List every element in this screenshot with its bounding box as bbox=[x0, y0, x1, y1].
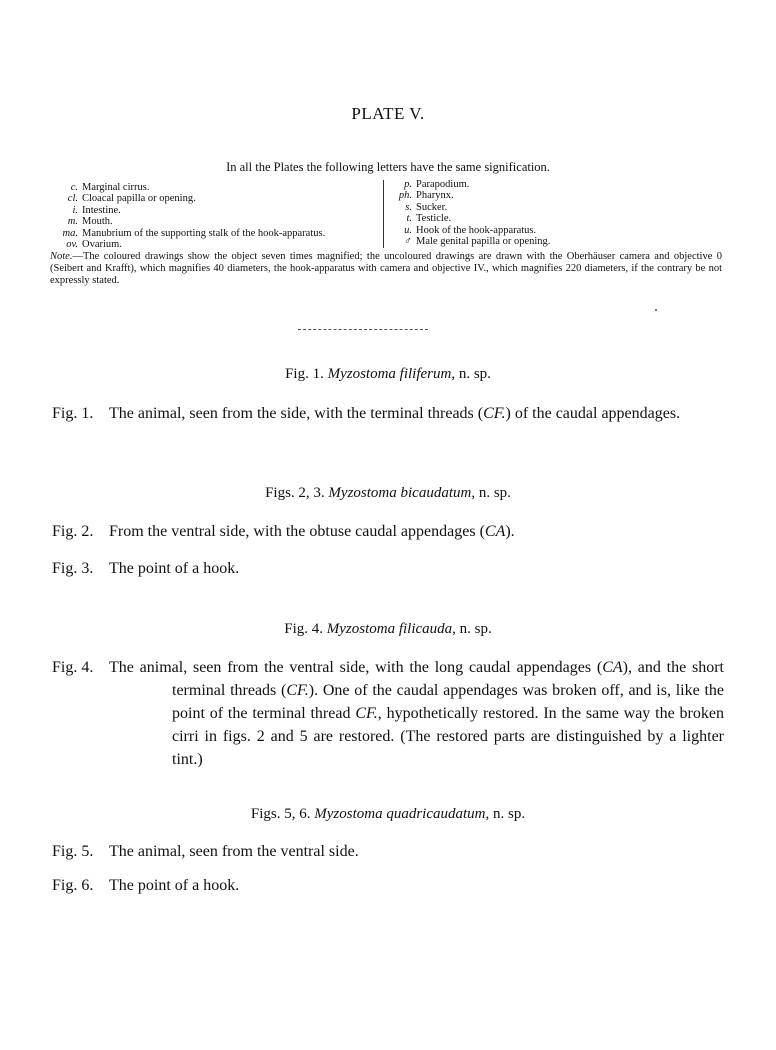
caption-text: From the ventral side, with the obtuse caudal appendages (CA). bbox=[109, 523, 515, 540]
legend-text: Mouth. bbox=[82, 216, 113, 228]
legend-text: Intestine. bbox=[82, 204, 121, 216]
legend-item bbox=[390, 236, 690, 247]
heading-suffix: , n. sp. bbox=[485, 806, 526, 822]
section-divider bbox=[298, 329, 428, 331]
figure-caption bbox=[52, 402, 724, 425]
legend-text: Manubrium of the supporting stalk of the hook-apparatus. bbox=[82, 227, 326, 239]
heading-suffix: , n. sp. bbox=[471, 485, 511, 501]
figure-label: Fig. 3. bbox=[52, 560, 94, 577]
caption-text: The point of a hook. bbox=[109, 877, 240, 894]
species-name: Myzostoma filiferum bbox=[327, 366, 452, 382]
legend-item bbox=[390, 225, 690, 236]
species-name: Myzostoma filicauda bbox=[326, 621, 453, 637]
legend-item bbox=[52, 228, 382, 239]
figure-caption bbox=[52, 557, 724, 580]
legend-text: Ovarium. bbox=[82, 239, 122, 251]
legend-item bbox=[52, 193, 382, 204]
figure-label: Fig. 1. bbox=[52, 405, 94, 422]
legend-abbr: c. bbox=[70, 182, 78, 193]
figure-label: Fig. 4. bbox=[52, 659, 94, 676]
legend-item bbox=[52, 239, 382, 250]
legend-text: Cloacal papilla or opening. bbox=[82, 193, 196, 205]
legend-right-column bbox=[390, 179, 690, 247]
species-heading bbox=[0, 366, 776, 383]
legend-text: Sucker. bbox=[416, 201, 448, 213]
legend-intro: In all the Plates the following letters have the same signification. bbox=[226, 160, 550, 174]
legend-text: Marginal cirrus. bbox=[82, 182, 150, 193]
legend-item bbox=[52, 182, 382, 193]
legend-abbr: ma. bbox=[62, 227, 78, 239]
figure-label: Fig. 5. bbox=[52, 843, 94, 860]
caption-text: The animal, seen from the ventral side, with the long caudal appendages (CA), and the short terminal threads (CF.). One of the caudal appendages was broken off, and is, like the point of the terminal thread CF., hypothetically restored. In the same way the broken cirri in figs. 2 and 5 are restored. (The restored parts are distinguished by a lighter tint.) bbox=[109, 659, 725, 768]
legend-item bbox=[390, 202, 690, 213]
heading-figure-ref: Figs. 5, 6. bbox=[250, 806, 311, 822]
species-heading bbox=[0, 806, 776, 823]
legend-abbr: s. bbox=[405, 201, 412, 213]
legend-item bbox=[390, 179, 690, 190]
magnification-note bbox=[50, 251, 722, 287]
note-label: Note. bbox=[50, 251, 73, 262]
legend-item bbox=[390, 213, 690, 224]
heading-figure-ref: Fig. 4. bbox=[284, 621, 323, 637]
heading-figure-ref: Fig. 1. bbox=[285, 366, 324, 382]
species-heading bbox=[0, 621, 776, 638]
legend-item bbox=[390, 190, 690, 201]
figure-label: Fig. 2. bbox=[52, 523, 94, 540]
legend-item bbox=[52, 216, 382, 227]
caption-text: The animal, seen from the side, with the terminal threads (CF.) of the caudal appendages. bbox=[109, 405, 681, 422]
figure-caption bbox=[52, 520, 724, 543]
legend-text: Pharynx. bbox=[416, 190, 454, 202]
legend-text: Male genital papilla or opening. bbox=[416, 236, 551, 248]
legend-item bbox=[52, 205, 382, 216]
legend-text: Testicle. bbox=[416, 213, 452, 225]
heading-suffix: , n. sp. bbox=[451, 366, 491, 382]
legend-text: Hook of the hook-apparatus. bbox=[416, 224, 537, 236]
heading-suffix: , n. sp. bbox=[452, 621, 492, 637]
legend-divider bbox=[383, 180, 384, 248]
figure-caption bbox=[52, 874, 724, 897]
figure-caption bbox=[52, 656, 724, 771]
legend-left-column bbox=[52, 182, 382, 250]
species-heading bbox=[0, 485, 776, 502]
note-text: —The coloured drawings show the object seven times magnified; the uncoloured drawings are drawn with the Oberhäuser camera and objective 0 (Seibert and Krafft), which magnifies 40 diameters, the hook-apparatus with camera and objective IV., which magnifies 220 diameters, if the contrary be not expressly stated. bbox=[50, 251, 722, 286]
caption-text: The point of a hook. bbox=[109, 560, 240, 577]
figure-label: Fig. 6. bbox=[52, 877, 94, 894]
species-name: Myzostoma quadricaudatum bbox=[314, 806, 486, 822]
legend-abbr: cl. bbox=[67, 193, 78, 205]
plate-title: PLATE V. bbox=[351, 104, 425, 123]
species-name: Myzostoma bicaudatum bbox=[328, 485, 472, 501]
legend-abbr: t. bbox=[406, 213, 412, 225]
figure-caption bbox=[52, 840, 724, 863]
heading-figure-ref: Figs. 2, 3. bbox=[265, 485, 325, 501]
legend-abbr: u. bbox=[404, 224, 412, 236]
legend-abbr: ♂ bbox=[404, 236, 412, 248]
legend-abbr: ph. bbox=[398, 190, 412, 202]
stray-dot bbox=[655, 309, 657, 311]
legend-abbr: ov. bbox=[66, 239, 78, 251]
legend-text: Parapodium. bbox=[416, 179, 470, 190]
legend-abbr: m. bbox=[67, 216, 78, 228]
legend-abbr: i. bbox=[72, 204, 78, 216]
legend-abbr: p. bbox=[404, 179, 412, 190]
caption-text: The animal, seen from the ventral side. bbox=[109, 843, 359, 860]
